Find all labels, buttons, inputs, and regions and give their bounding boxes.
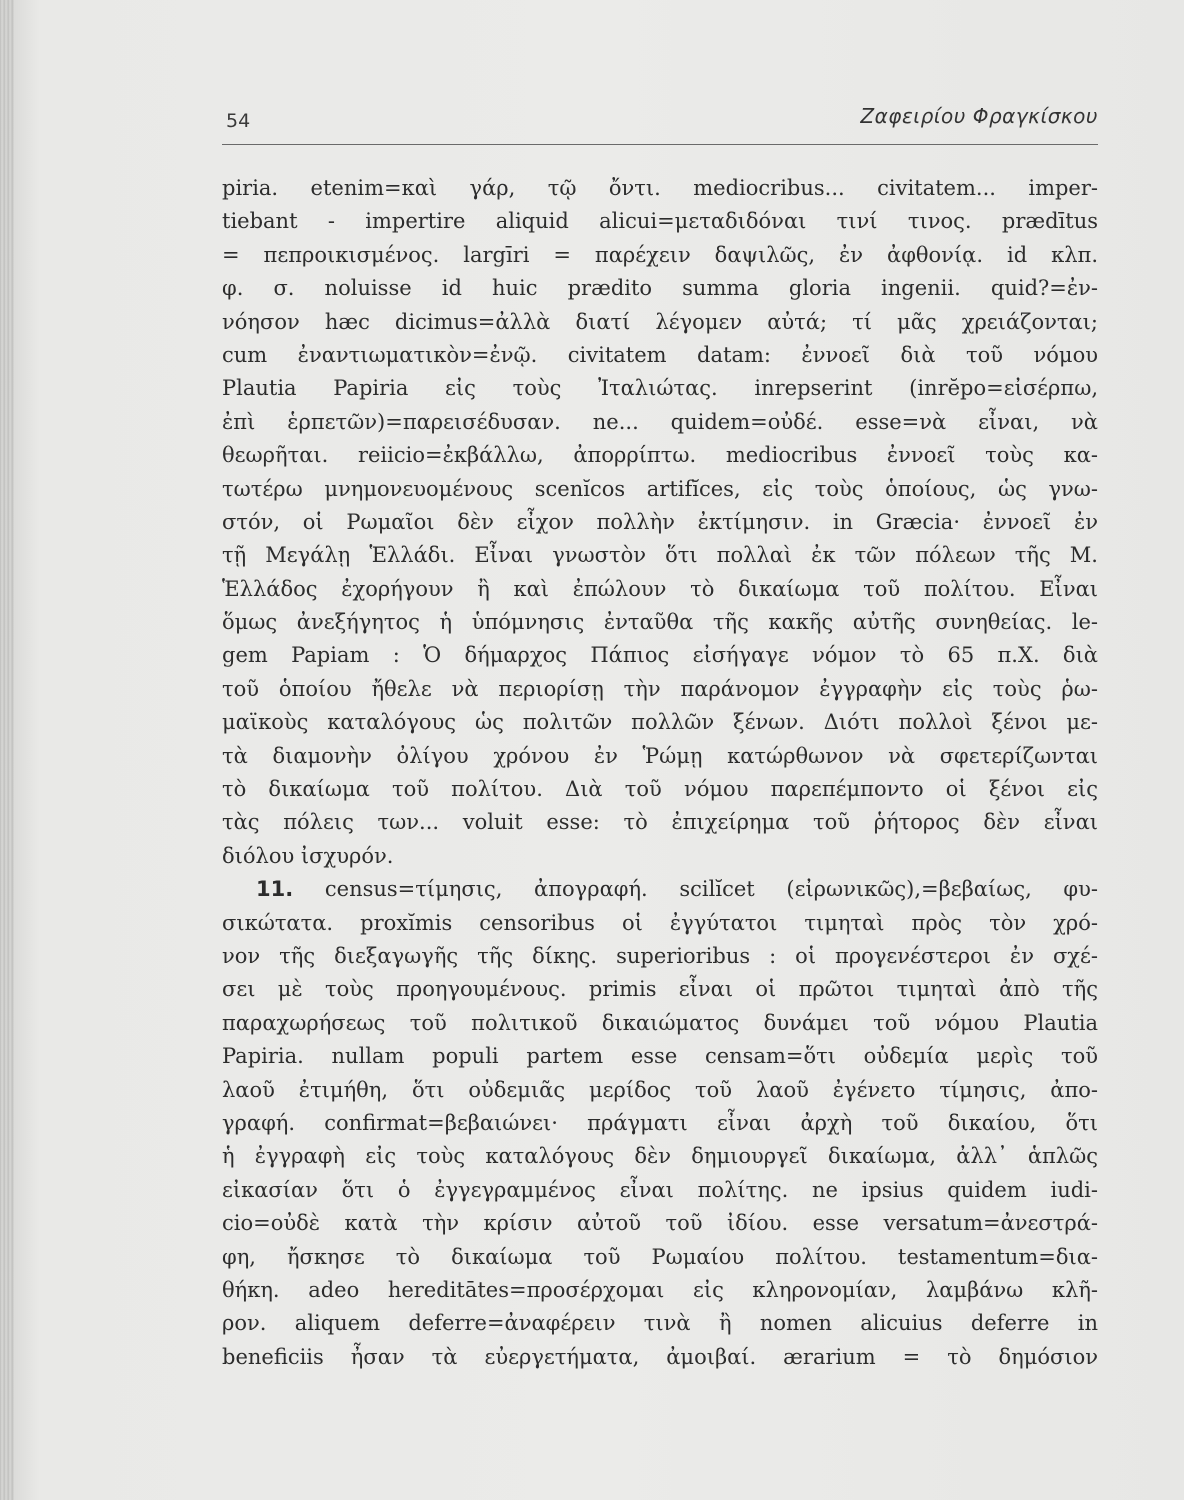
text-line: = πεπροικισμένος. largīri = παρέχειν δαψιλῶς, ἐν ἀφθονίᾳ. id κλπ. [222, 242, 1098, 267]
text-line: τοῦ ὁποίου ἤθελε νὰ περιορίσῃ τὴν παράνομον ἐγγραφὴν εἰς τοὺς ῥω- [222, 676, 1098, 701]
page-header [222, 100, 1098, 145]
text-line: ἐπὶ ἑρπετῶν)=παρεισέδυσαν. ne... quidem=οὐδέ. esse=νὰ εἶναι, νὰ [222, 409, 1098, 434]
body-text [222, 172, 1098, 1374]
text-line: τὸ δικαίωμα τοῦ πολίτου. Διὰ τοῦ νόμου παρεπέμποντο οἱ ξένοι εἰς [222, 777, 1098, 802]
text-line: λαοῦ ἐτιμήθη, ὅτι οὐδεμιᾶς μερίδος τοῦ λαοῦ ἐγένετο τίμησις, ἀπο- [222, 1077, 1098, 1102]
text-line: τωτέρω μνημονευομένους scenĭcos artifĭces, εἰς τοὺς ὁποίους, ὡς γνω- [222, 476, 1098, 501]
text-line: ὅμως ἀνεξήγητος ἡ ὑπόμνησις ἐνταῦθα τῆς κακῆς αὐτῆς συνηθείας. le- [222, 610, 1098, 635]
text-line: piria. etenim=καὶ γάρ, τῷ ὄντι. mediocribus... civitatem... imper- [222, 176, 1098, 200]
text-line: Plautia Papiria εἰς τοὺς Ἰταλιώτας. inrepserint (inrĕpo=εἰσέρπω, [222, 376, 1098, 401]
section-number: 11. [256, 877, 294, 902]
text-line: Papiria. nullam populi partem esse censam=ὅτι οὐδεμία μερὶς τοῦ [222, 1044, 1098, 1069]
text-line: θεωρῆται. reiicio=ἐκβάλλω, ἀπορρίπτω. mediocribus ἐννοεῖ τοὺς κα- [222, 443, 1098, 468]
text-line: τὰς πόλεις των... voluit esse: τὸ ἐπιχείρημα τοῦ ῥήτορος δὲν εἶναι [222, 810, 1098, 835]
running-title: Ζαφειρίου Φραγκίσκου [860, 104, 1098, 128]
text-line: εἰκασίαν ὅτι ὁ ἐγγεγραμμένος εἶναι πολίτης. ne ipsius quidem iudi- [222, 1177, 1098, 1202]
text-line: ἡ ἐγγραφὴ εἰς τοὺς καταλόγους δὲν δημιουργεῖ δικαίωμα, ἀλλ᾽ ἁπλῶς [222, 1144, 1098, 1169]
text-line: σικώτατα. proxĭmis censoribus οἱ ἐγγύτατοι τιμηταὶ πρὸς τὸν χρό- [222, 910, 1098, 935]
text-line: παραχωρήσεως τοῦ πολιτικοῦ δικαιώματος δυνάμει τοῦ νόμου Plautia [222, 1010, 1098, 1035]
text-line: σει μὲ τοὺς προηγουμένους. primis εἶναι οἱ πρῶτοι τιμηταὶ ἀπὸ τῆς [222, 977, 1098, 1002]
section-line-text: census=τίμησις, ἀπογραφή. scilĭcet (εἰρωνικῶς),=βεβαίως, φυ- [324, 877, 1098, 902]
text-line: cum ἐναντιωματικὸν=ἐνῷ. civitatem datam: ἐννοεῖ διὰ τοῦ νόμου [222, 342, 1098, 367]
text-line: φη, ἤσκησε τὸ δικαίωμα τοῦ Ρωμαίου πολίτου. testamentum=δια- [222, 1244, 1098, 1269]
text-line: τῇ Μεγάλῃ Ἑλλάδι. Εἶναι γνωστὸν ὅτι πολλαὶ ἐκ τῶν πόλεων τῆς Μ. [222, 543, 1098, 568]
text-line: μαϊκοὺς καταλόγους ὡς πολιτῶν πολλῶν ξένων. Διότι πολλοὶ ξένοι με- [222, 710, 1098, 735]
text-line: τὰ διαμονὴν ὀλίγου χρόνου ἐν Ῥώμῃ κατώρθωνον νὰ σφετερίζωνται [222, 743, 1098, 768]
section-first-line [222, 873, 1098, 906]
text-line: θήκη. adeo hereditātes=προσέρχομαι εἰς κληρονομίαν, λαμβάνω κλῆ- [222, 1277, 1098, 1302]
text-line: beneficiis ἦσαν τὰ εὐεργετήματα, ἀμοιβαί. ærarium = τὸ δημόσιον [222, 1344, 1098, 1369]
text-line: tiebant - impertire aliquid alicui=μεταδιδόναι τινί τινος. prædītus [222, 209, 1098, 234]
text-line: ρον. aliquem deferre=ἀναφέρειν τινὰ ἢ nomen alicuius deferre in [222, 1311, 1098, 1336]
text-line: cio=οὐδὲ κατὰ τὴν κρίσιν αὐτοῦ τοῦ ἰδίου. esse versatum=ἀνεστρά- [222, 1211, 1098, 1236]
page-edge [0, 0, 14, 1500]
text-line: gem Papiam : Ὁ δήμαρχος Πάπιος εἰσήγαγε νόμον τὸ 65 π.Χ. διὰ [222, 643, 1098, 668]
text-line: Ἑλλάδος ἐχορήγουν ἢ καὶ ἐπώλουν τὸ δικαίωμα τοῦ πολίτου. Εἶναι [222, 576, 1098, 601]
text-line: στόν, οἱ Ρωμαῖοι δὲν εἶχον πολλὴν ἐκτίμησιν. in Græcia· ἐννοεῖ ἐν [222, 509, 1098, 534]
text-line: φ. σ. noluisse id huic prædito summa gloria ingenii. quid?=ἐν- [222, 276, 1098, 301]
text-line: διόλου ἰσχυρόν. [222, 843, 394, 868]
text-line: νόησον hæc dicimus=ἀλλὰ διατί λέγομεν αὐτά; τί μᾶς χρειάζονται; [222, 309, 1098, 334]
text-line: νον τῆς διεξαγωγῆς τῆς δίκης. superioribus : οἱ προγενέστεροι ἐν σχέ- [222, 943, 1098, 968]
page-number: 54 [226, 110, 251, 132]
text-line: γραφή. confirmat=βεβαιώνει· πράγματι εἶναι ἀρχὴ τοῦ δικαίου, ὅτι [222, 1110, 1098, 1135]
